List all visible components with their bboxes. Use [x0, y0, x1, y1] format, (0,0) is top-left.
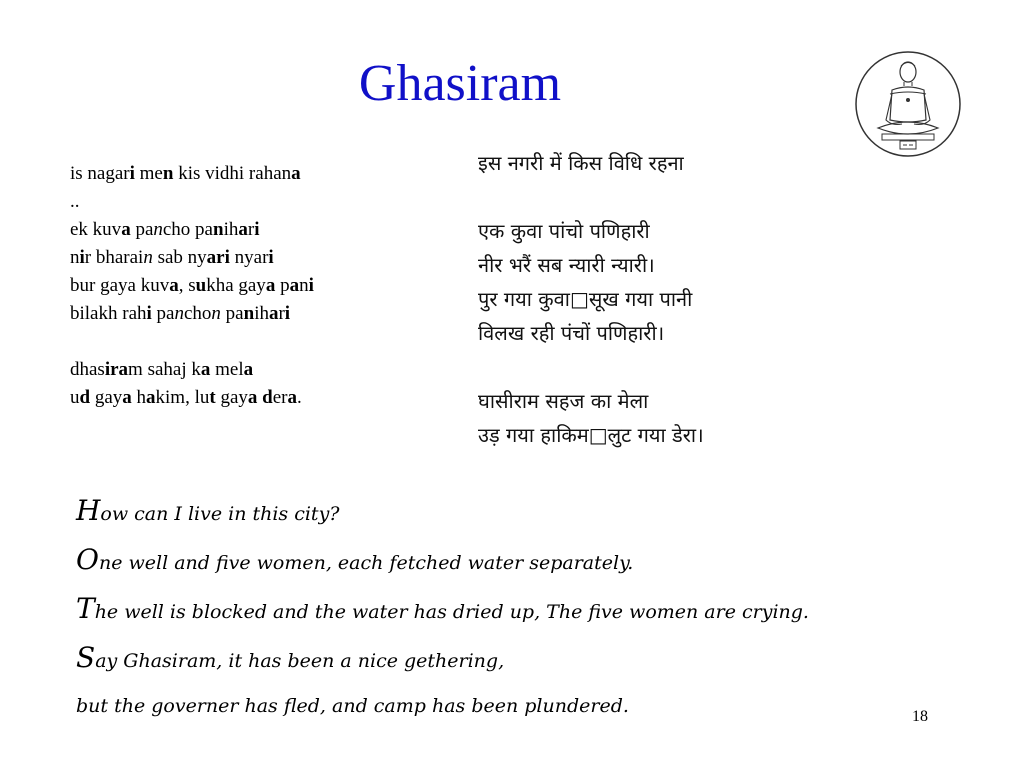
- english-translation-block: [76, 486, 836, 731]
- transliteration-segment: pa: [130, 219, 154, 240]
- transliteration-line: [70, 244, 314, 272]
- hindi-line: इस नगरी में किस विधि रहना: [478, 151, 684, 175]
- transliteration-segment: i: [268, 247, 274, 268]
- transliteration-segment: n: [153, 219, 163, 240]
- transliteration-segment: i: [79, 247, 85, 268]
- transliteration-segment: a: [238, 219, 248, 240]
- transliteration-segment: m sahaj k: [128, 359, 201, 380]
- translation-line: [76, 584, 836, 633]
- hindi-line: पुर गया कुवा□सूख गया पानी: [478, 287, 693, 311]
- transliteration-segment: me: [134, 163, 163, 184]
- transliteration-segment: n: [162, 163, 174, 184]
- translation-initial: O: [76, 543, 99, 576]
- transliteration-segment: h: [131, 387, 147, 408]
- hindi-line: विलख रही पंचों पणिहारी।: [478, 321, 665, 345]
- transliteration-segment: kha gay: [206, 275, 266, 296]
- translation-line: [76, 535, 836, 584]
- hindi-line: उड़ गया हाकिम□लुट गया डेरा।: [478, 423, 704, 447]
- transliteration-segment: pa: [151, 303, 175, 324]
- transliteration-segment: , s: [178, 275, 196, 296]
- transliteration-segment: n: [70, 247, 80, 268]
- translation-line: [76, 633, 836, 682]
- transliteration-segment: d: [79, 387, 91, 408]
- transliteration-segment: n: [299, 275, 309, 296]
- transliteration-segment: u: [195, 275, 207, 296]
- transliteration-segment: bilakh rah: [70, 303, 147, 324]
- transliteration-segment: is nagar: [70, 163, 130, 184]
- transliteration-segment: a: [268, 303, 279, 324]
- transliteration-segment: kim, lu: [155, 387, 210, 408]
- transliteration-segment: n: [174, 303, 184, 324]
- translation-text: ne well and five women, each fetched water separately.: [98, 552, 634, 574]
- translation-text: but the governer has fled, and camp has been plundered.: [76, 695, 629, 717]
- transliteration-segment: n: [213, 219, 224, 240]
- transliteration-block: [70, 160, 314, 412]
- transliteration-segment: n: [243, 303, 255, 324]
- translation-text: ow can I live in this city?: [100, 503, 340, 525]
- transliteration-segment: mel: [210, 359, 244, 380]
- hindi-line: घासीराम सहज का मेला: [478, 389, 649, 413]
- transliteration-segment: a: [146, 387, 156, 408]
- translation-initial: S: [76, 641, 96, 674]
- hindi-line: एक कुवा पांचो पणिहारी: [478, 219, 650, 243]
- transliteration-segment: i: [146, 303, 152, 324]
- transliteration-segment: i: [254, 219, 260, 240]
- transliteration-segment: a: [247, 387, 258, 408]
- translation-text: ay Ghasiram, it has been a nice gethering,: [95, 650, 505, 672]
- transliteration-segment: a: [291, 163, 301, 184]
- transliteration-segment: a: [265, 275, 276, 296]
- transliteration-segment: r: [247, 219, 255, 240]
- translation-initial: H: [76, 494, 101, 527]
- transliteration-segment: ..: [70, 191, 80, 212]
- translation-line: [76, 486, 836, 535]
- hindi-verse-block: [478, 146, 704, 452]
- transliteration-line: [70, 272, 314, 300]
- jain-tirthankara-seated-figure-icon: [852, 50, 964, 158]
- transliteration-line: [70, 160, 314, 188]
- transliteration-segment: r bharai: [84, 247, 144, 268]
- transliteration-segment: cho: [183, 303, 212, 324]
- transliteration-segment: sab ny: [152, 247, 207, 268]
- translation-text: he well is blocked and the water has dried up, The five women are crying.: [94, 601, 809, 623]
- transliteration-segment: a: [200, 359, 211, 380]
- transliteration-segment: i: [308, 275, 314, 296]
- stanza-gap: [478, 350, 704, 384]
- transliteration-segment: p: [275, 275, 290, 296]
- slide-title: Ghasiram: [358, 55, 562, 112]
- transliteration-segment: gay: [90, 387, 123, 408]
- transliteration-segment: gay: [215, 387, 248, 408]
- transliteration-line: [70, 356, 314, 384]
- transliteration-segment: u: [70, 387, 80, 408]
- transliteration-line: [70, 384, 314, 412]
- transliteration-segment: n: [211, 303, 221, 324]
- transliteration-segment: dhas: [70, 359, 105, 380]
- transliteration-segment: .: [296, 387, 302, 408]
- transliteration-segment: t: [209, 387, 216, 408]
- transliteration-segment: ih: [223, 219, 239, 240]
- transliteration-segment: pa: [220, 303, 244, 324]
- transliteration-segment: a: [243, 359, 254, 380]
- hindi-line: नीर भरैं सब न्यारी न्यारी।: [478, 253, 655, 277]
- transliteration-segment: a: [287, 387, 297, 408]
- transliteration-segment: ek kuv: [70, 219, 122, 240]
- transliteration-segment: ira: [104, 359, 129, 380]
- transliteration-segment: nyar: [229, 247, 269, 268]
- transliteration-line: [70, 216, 314, 244]
- transliteration-line: [70, 300, 314, 328]
- transliteration-segment: i: [284, 303, 291, 324]
- transliteration-segment: er: [272, 387, 288, 408]
- stanza-gap: [70, 328, 314, 356]
- transliteration-segment: a: [121, 219, 131, 240]
- transliteration-segment: a: [289, 275, 300, 296]
- translation-initial: T: [76, 592, 95, 625]
- transliteration-segment: a: [122, 387, 132, 408]
- transliteration-segment: a: [169, 275, 179, 296]
- jain-figure-logo: [852, 50, 964, 158]
- transliteration-line: [70, 188, 314, 216]
- page-number: 18: [912, 708, 928, 725]
- transliteration-segment: ih: [254, 303, 269, 324]
- translation-line: [76, 682, 836, 731]
- transliteration-segment: r: [278, 303, 285, 324]
- transliteration-segment: i: [129, 163, 135, 184]
- transliteration-segment: d: [262, 387, 273, 408]
- stanza-gap: [478, 180, 704, 214]
- transliteration-segment: n: [143, 247, 153, 268]
- transliteration-segment: kis vidhi rahan: [173, 163, 292, 184]
- transliteration-segment: ari: [206, 247, 230, 268]
- transliteration-segment: bur gaya kuv: [70, 275, 170, 296]
- transliteration-segment: cho pa: [162, 219, 213, 240]
